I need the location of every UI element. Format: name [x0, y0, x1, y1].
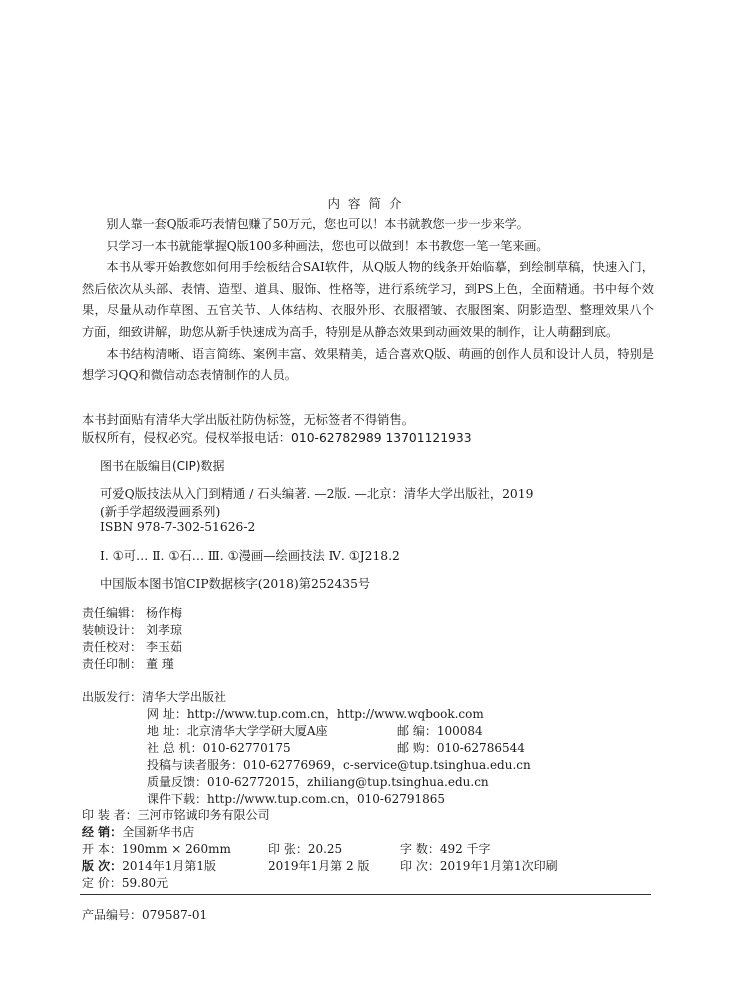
distributor-label: 经 销： — [82, 825, 123, 839]
printer-row — [82, 806, 270, 823]
impression-value: 2019年1月第1次印刷 — [439, 859, 558, 873]
edition-current: 2019年1月第 2 版 — [268, 859, 370, 873]
summary-body — [82, 214, 654, 387]
publisher-name: 清华大学出版社 — [142, 690, 227, 704]
printer-label: 印 装 者： — [82, 808, 138, 822]
price-row — [82, 874, 168, 891]
staff-role: 责任编辑： — [82, 606, 143, 620]
cip-heading: 图书在版编目(CIP)数据 — [100, 459, 225, 473]
summary-paragraph: 本书从零开始教您如何用手绘板结合SAI软件，从Q版人物的线条开始临摹，到绘制草稿，快速入门，然后依次从头部、表情、造型、道具、服饰、性格等，进行系统学习，到PS上色，全面精通。书中每个效果，尽量从动作草图、五官关节、人体结构、衣服外形、衣服褶皱、衣服图案、阴影造型、整理效果八个方面，细致讲解，助您从新手快速成为高手，特别是从静态效果到动画效果的制作，让人萌翻到底。 — [82, 260, 654, 339]
cip-record: 中国版本图书馆CIP数据核字(2018)第252435号 — [100, 577, 371, 591]
courseware-row: 课件下载：http://www.tup.com.cn，010-62791865 — [147, 792, 446, 806]
edition-value: 2014年1月第1版 — [122, 859, 216, 873]
staff-name: 董 瑾 — [146, 657, 174, 671]
impression-row — [400, 857, 558, 874]
format-row — [82, 840, 231, 857]
edition-row — [82, 857, 216, 874]
staff-name: 李玉茹 — [146, 640, 183, 654]
impression-label: 印 次： — [400, 859, 440, 873]
switchboard-value: 010-62770175 — [202, 741, 291, 755]
publisher-row — [82, 688, 226, 705]
cip-isbn: ISBN 978-7-302-51626-2 — [100, 520, 256, 534]
summary-paragraph: 只学习一本书就能掌握Q版100多种画法，您也可以做到！本书教您一笔一笔来画。 — [106, 238, 549, 253]
summary-paragraph: 本书结构清晰、语言简练、案例丰富、效果精美，适合喜欢Q版、萌画的创作人员和设计人员，特别是想学习QQ和微信动态表情制作的人员。 — [82, 346, 654, 383]
switchboard-row — [147, 739, 291, 756]
website-value: http://www.tup.com.cn，http://www.wqbook.com — [186, 707, 484, 721]
website-label: 网 址： — [147, 707, 187, 721]
sheets-row — [268, 840, 342, 857]
staff-role: 责任印制： — [82, 657, 143, 671]
staff-name: 杨作梅 — [146, 606, 183, 620]
summary-paragraph: 别人靠一套Q版乖巧表情包赚了50万元，您也可以！本书就教您一步一步来学。 — [106, 217, 529, 231]
postcode-value: 100084 — [436, 724, 483, 738]
printer-value: 三河市铭诚印务有限公司 — [137, 808, 270, 822]
divider — [80, 894, 651, 895]
cip-title-line: 可爱Q版技法从入门到精通 / 石头编著. —2版. —北京：清华大学出版社，2019 — [100, 487, 534, 501]
words-label: 字 数： — [400, 842, 440, 856]
distributor-value: 全国新华书店 — [122, 825, 195, 839]
words-value: 492 千字 — [439, 842, 491, 856]
publisher-label: 出版发行： — [82, 690, 143, 704]
postcode-row — [397, 722, 483, 739]
quality-feedback-row: 质量反馈：010-62772015，zhiliang@tup.tsinghua.edu.cn — [147, 775, 489, 789]
sheets-value: 20.25 — [307, 842, 343, 856]
distributor-row — [82, 823, 194, 840]
summary-title: 内 容 简 介 — [327, 196, 404, 211]
staff-name: 刘孝琼 — [146, 623, 183, 637]
postcode-label: 邮 编： — [397, 724, 437, 738]
mail-order-value: 010-62786544 — [436, 741, 525, 755]
staff-role: 责任校对： — [82, 640, 143, 654]
staff-role: 装帧设计： — [82, 623, 143, 637]
product-code: 产品编号：079587-01 — [82, 908, 208, 922]
anti-counterfeit-notice: 本书封面贴有清华大学出版社防伪标签，无标签者不得销售。 — [82, 413, 415, 427]
format-label: 开 本： — [82, 842, 122, 856]
price-value: 59.80元 — [121, 876, 169, 890]
format-value: 190mm × 260mm — [121, 842, 231, 856]
address-row — [147, 722, 328, 739]
copyright-notice: 版权所有，侵权必究。侵权举报电话：010-62782989 13701121933 — [82, 431, 472, 445]
website-row — [147, 705, 484, 722]
address-label: 地 址： — [147, 724, 187, 738]
staff-row — [82, 638, 182, 655]
staff-row — [82, 655, 174, 672]
cip-series: (新手学超级漫画系列) — [100, 505, 221, 519]
mail-order-row — [397, 739, 525, 756]
words-row — [400, 840, 491, 857]
contribution-row: 投稿与读者服务：010-62776969，c-service@tup.tsinghua.edu.cn — [147, 758, 531, 772]
address-value: 北京清华大学学研大厦A座 — [186, 724, 328, 738]
switchboard-label: 社 总 机： — [147, 741, 203, 755]
sheets-label: 印 张： — [268, 842, 308, 856]
mail-order-label: 邮 购： — [397, 741, 437, 755]
staff-row — [82, 604, 182, 621]
staff-row — [82, 621, 182, 638]
price-label: 定 价： — [82, 876, 122, 890]
cip-classification: Ⅰ. ①可… Ⅱ. ①石… Ⅲ. ①漫画—绘画技法 Ⅳ. ①J218.2 — [100, 549, 400, 563]
edition-label: 版 次： — [82, 859, 123, 873]
